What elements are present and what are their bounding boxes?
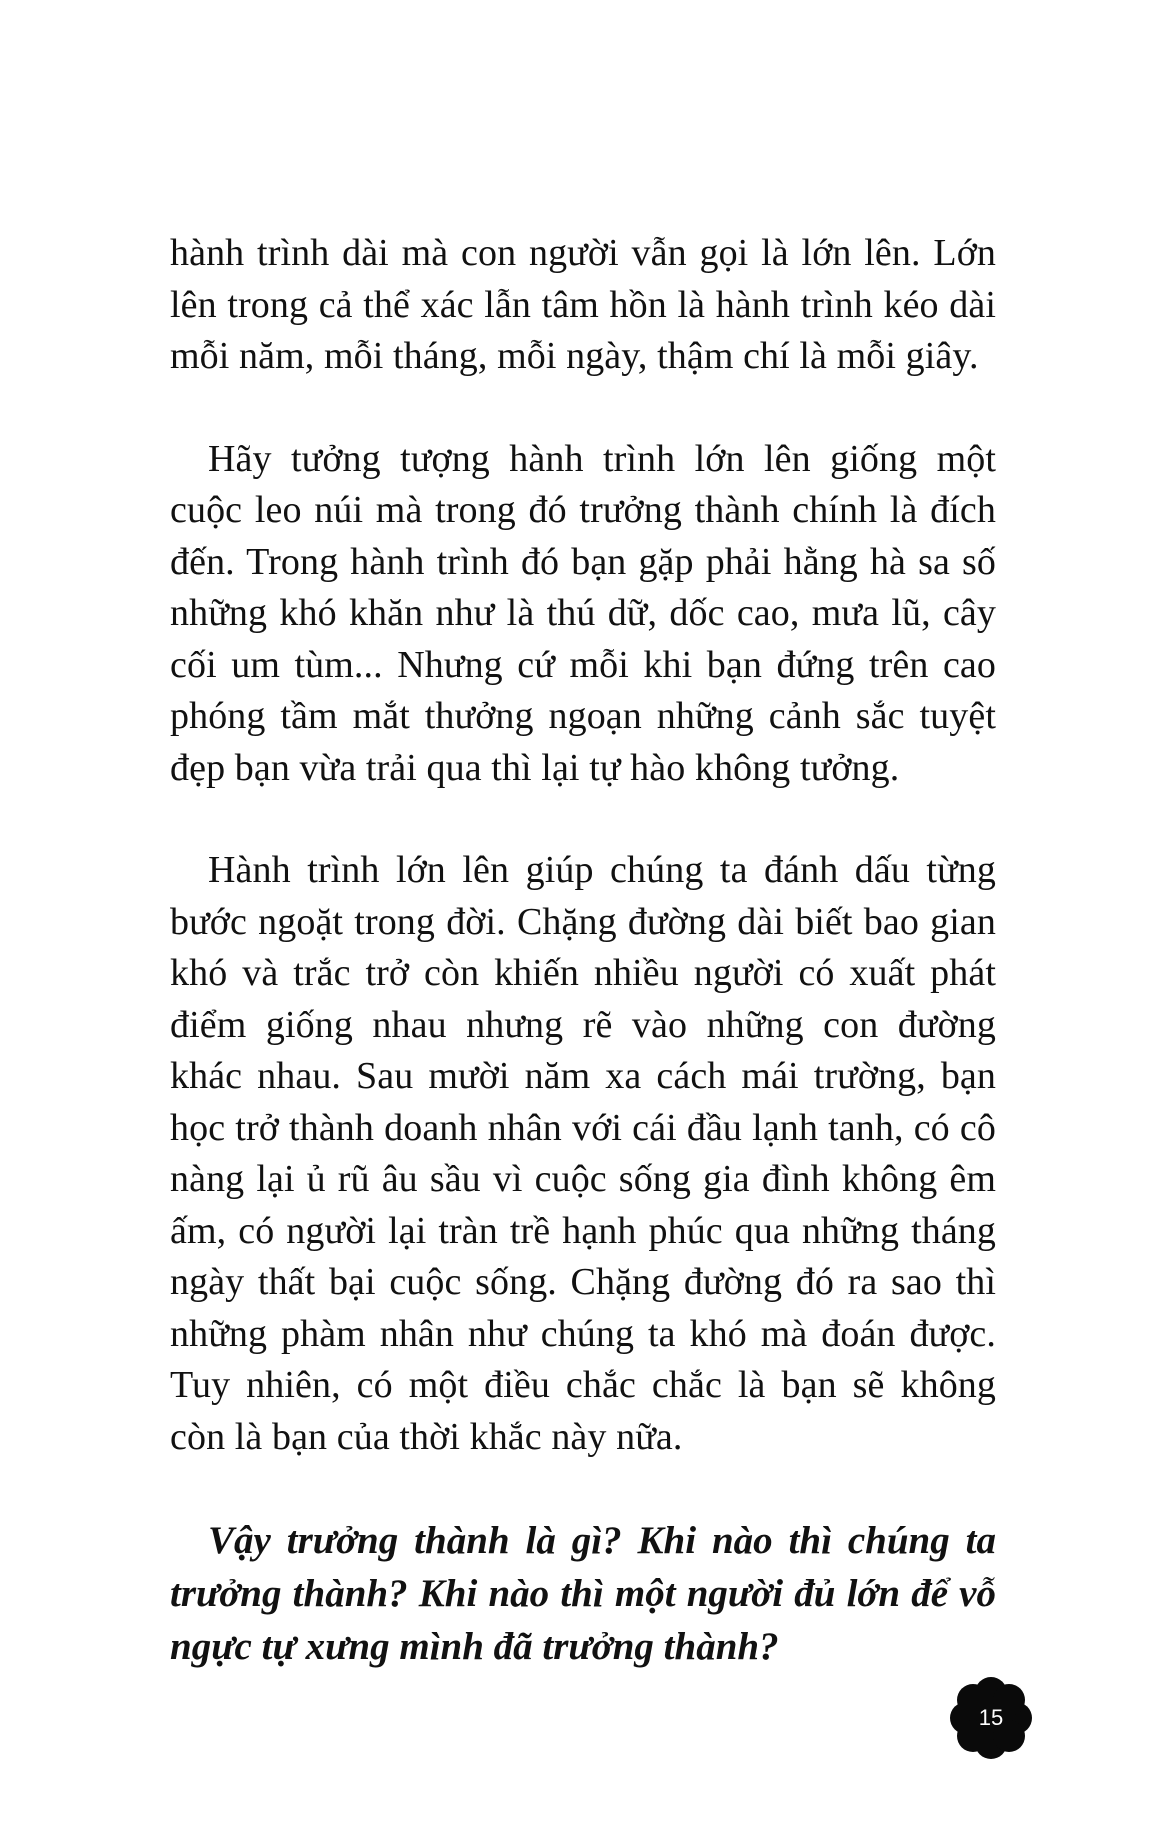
page-number-badge <box>950 1677 1032 1759</box>
closing-question: Vậy trưởng thành là gì? Khi nào thì chúng ta trưởng thành? Khi nào thì một người đủ lớn để vỗ ngực tự xưng mình đã trưởng thành? <box>170 1519 996 1668</box>
paragraph-1: hành trình dài mà con người vẫn gọi là lớn lên. Lớn lên trong cả thể xác lẫn tâm hồn là hành trình kéo dài mỗi năm, mỗi tháng, mỗi ngày, thậm chí là mỗi giây. <box>170 232 996 377</box>
paragraph-2: Hãy tưởng tượng hành trình lớn lên giống một cuộc leo núi mà trong đó trưởng thành chính là đích đến. Trong hành trình đó bạn gặp phải hằng hà sa số những khó khăn như là thú dữ, dốc cao, mưa lũ, cây cối um tùm... Nhưng cứ mỗi khi bạn đứng trên cao phóng tầm mắt thưởng ngoạn những cảnh sắc tuyệt đẹp bạn vừa trải qua thì lại tự hào không tưởng. <box>170 437 996 789</box>
page-number: 15 <box>978 1705 1004 1730</box>
page-body <box>170 228 996 1673</box>
paragraph-3: Hành trình lớn lên giúp chúng ta đánh dấu từng bước ngoặt trong đời. Chặng đường dài biết bao gian khó và trắc trở còn khiến nhiều người có xuất phát điểm giống nhau nhưng rẽ vào những con đường khác nhau. Sau mười năm xa cách mái trường, bạn học trở thành doanh nhân với cái đầu lạnh tanh, có cô nàng lại ủ rũ âu sầu vì cuộc sống gia đình không êm ấm, có người lại tràn trề hạnh phúc qua những tháng ngày thất bại cuộc sống. Chặng đường đó ra sao thì những phàm nhân như chúng ta khó mà đoán được. Tuy nhiên, có một điều chắc chắc là bạn sẽ không còn là bạn của thời khắc này nữa. <box>170 849 996 1458</box>
